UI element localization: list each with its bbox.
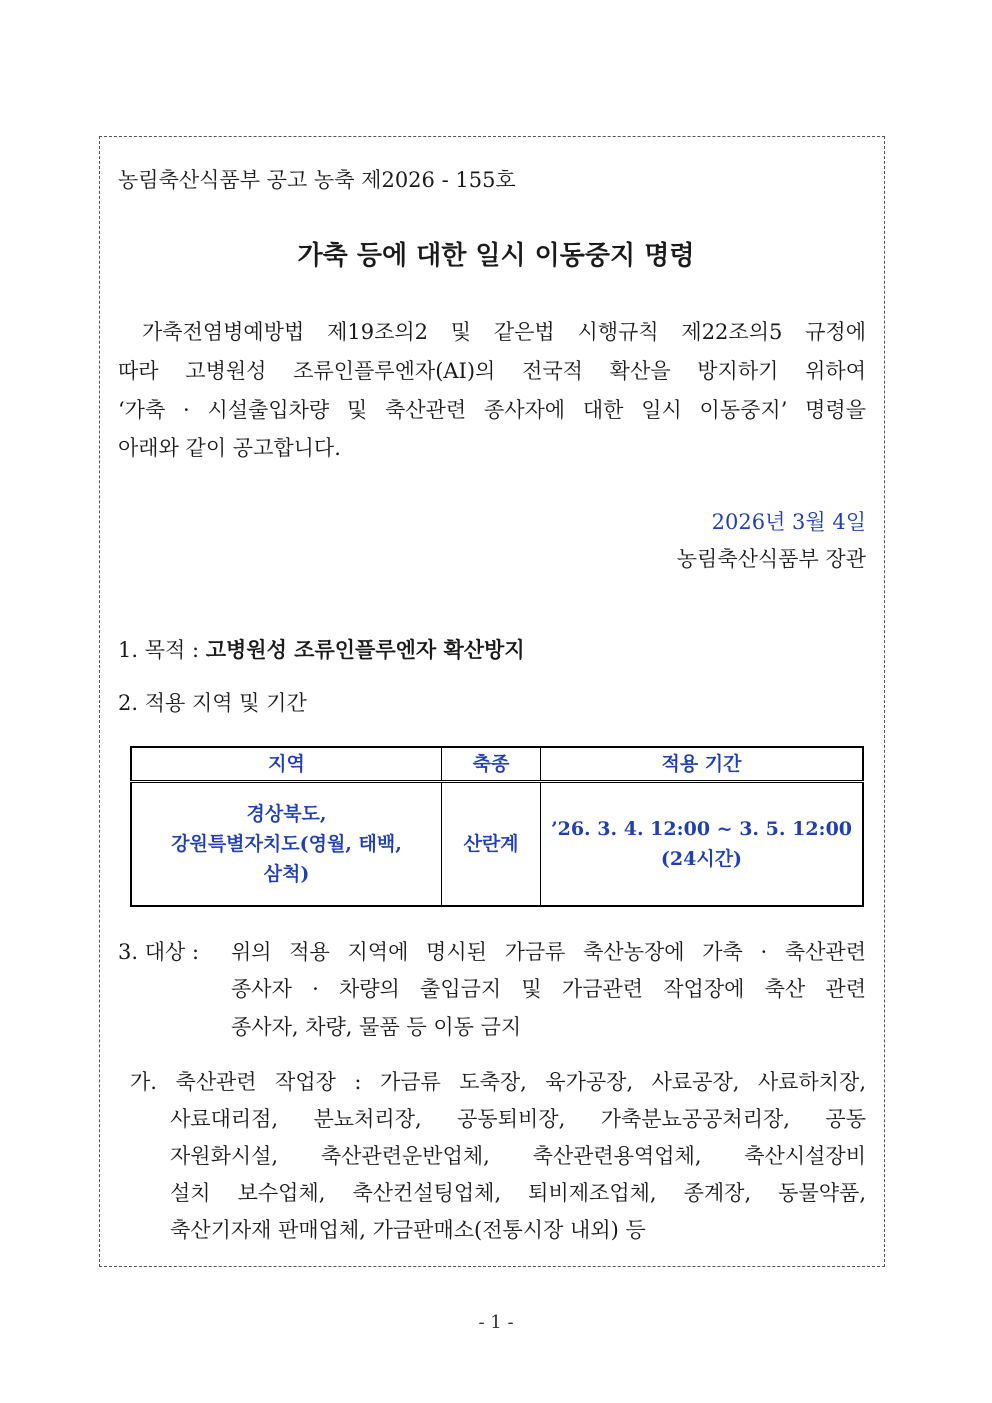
workplace-line-1: 가. 축산관련 작업장 : 가금류 도축장, 육가공장, 사료공장, 사료하치장, <box>130 1070 866 1094</box>
workplace-line-2: 사료대리점, 분뇨처리장, 공동퇴비장, 가축분뇨공공처리장, 공동 <box>170 1107 866 1131</box>
region-line: 강원특별자치도(영월, 태백, <box>171 833 402 855</box>
region-table <box>130 746 864 907</box>
scope-heading: 2. 적용 지역 및 기간 <box>118 691 307 715</box>
workplace-line-5: 축산기자재 판매업체, 가금판매소(전통시장 내외) 등 <box>170 1218 646 1242</box>
notice-issuer: 농림축산식품부 장관 <box>676 547 866 571</box>
period-line: ’26. 3. 4. 12:00 ~ 3. 5. 12:00 <box>550 818 853 840</box>
region-line: 삼척) <box>263 863 310 885</box>
target-line-1: 위의 적용 지역에 명시된 가금류 축산농장에 가축 · 축산관련 <box>231 940 866 964</box>
cell-species: 산란계 <box>442 782 541 907</box>
body-line-4: 아래와 같이 공고합니다. <box>118 436 341 460</box>
page-title: 가축 등에 대한 일시 이동중지 명령 <box>297 241 695 271</box>
header-region: 지역 <box>131 747 442 782</box>
notice-date: 2026년 3월 4일 <box>711 510 866 534</box>
body-line-3: ‘가축 · 시설출입차량 및 축산관련 종사자에 대한 일시 이동중지’ 명령을 <box>118 398 866 422</box>
purpose-label: 1. 목적 : <box>118 638 206 662</box>
workplace-line-4: 설치 보수업체, 축산컨설팅업체, 퇴비제조업체, 종계장, 동물약품, <box>170 1181 866 1205</box>
cell-region <box>131 782 442 907</box>
table-header-row <box>131 747 863 782</box>
page-number: - 1 - <box>478 1312 514 1333</box>
period-line: (24시간) <box>660 848 743 870</box>
target-line-2: 종사자 · 차량의 출입금지 및 가금관련 작업장에 축산 관련 <box>231 977 866 1001</box>
target-label: 3. 대상 : <box>118 940 200 964</box>
header-period: 적용 기간 <box>541 747 864 782</box>
target-line-3: 종사자, 차량, 물품 등 이동 금지 <box>231 1015 522 1039</box>
header-species: 축종 <box>442 747 541 782</box>
region-line: 경상북도, <box>246 803 327 825</box>
notice-number: 농림축산식품부 공고 농축 제2026 - 155호 <box>118 168 516 192</box>
purpose-line <box>118 636 525 664</box>
workplace-line-3: 자원화시설, 축산관련운반업체, 축산관련용역업체, 축산시설장비 <box>170 1144 866 1168</box>
purpose-value: 고병원성 조류인플루엔자 확산방지 <box>205 637 525 662</box>
cell-period <box>541 782 864 907</box>
table-row <box>131 782 863 907</box>
body-line-2: 따라 고병원성 조류인플루엔자(AI)의 전국적 확산을 방지하기 위하여 <box>118 359 866 383</box>
body-line-1: 가축전염병예방법 제19조의2 및 같은법 시행규칙 제22조의5 규정에 <box>142 320 866 344</box>
